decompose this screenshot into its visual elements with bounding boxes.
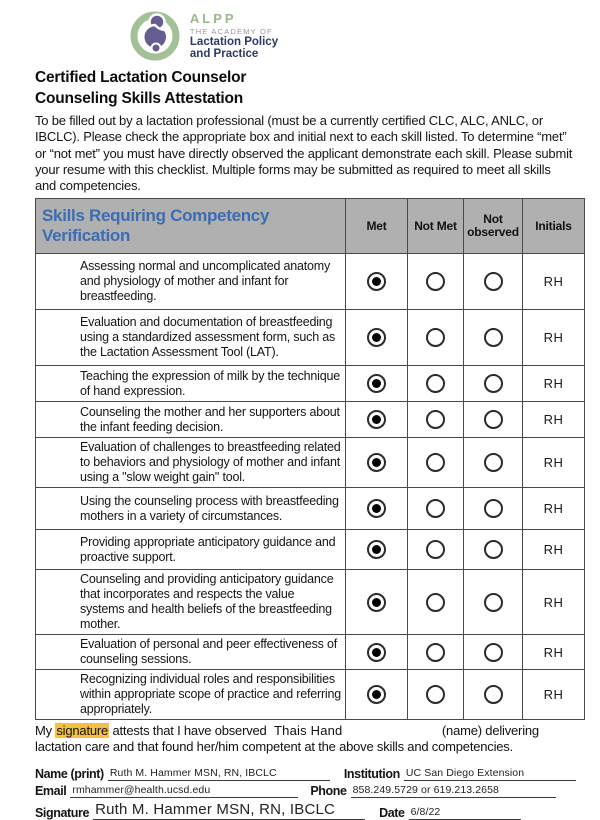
skill-label: Evaluation of challenges to breastfeeding related to behaviors and physiology of mother and infant using a "slow weight gain" tool.	[36, 438, 346, 488]
column-header-met: Met	[346, 199, 408, 254]
signature-block	[35, 767, 576, 820]
column-header-initials: Initials	[523, 199, 585, 254]
not-met-radio[interactable]	[426, 410, 445, 429]
not-observed-radio[interactable]	[484, 272, 503, 291]
signature-label: Signature	[35, 806, 90, 820]
phone-label: Phone	[310, 784, 347, 799]
logo-name-line1: Lactation Policy	[189, 35, 279, 48]
name-print-field[interactable]: Ruth M. Hammer MSN, RN, IBCLC	[108, 767, 330, 781]
met-radio[interactable]	[367, 685, 386, 704]
date-field[interactable]: 6/8/22	[409, 806, 521, 820]
column-header-not-observed: Not observed	[464, 199, 523, 254]
signature-highlight: signature	[56, 723, 109, 739]
instructions-paragraph: To be filled out by a lactation professional (must be a currently certified CLC, ALC, ANLC, or IBCLC). Please check the appropriate box and initial next to each skill listed. To determine “met” or “not met” you must have directly observed the applicant demonstrate each skill. Please submit your resume with this checklist. Multiple forms may be submitted as required to meet all skills and competencies.	[35, 113, 573, 194]
met-radio[interactable]	[367, 593, 386, 612]
logo-name-line2: and Practice	[189, 47, 259, 60]
skill-label: Evaluation and documentation of breastfeeding using a standardized assessment form, such as the Lactation Assessment Tool (LAT).	[36, 310, 346, 366]
initials-value[interactable]: RH	[523, 438, 585, 488]
met-radio[interactable]	[367, 453, 386, 472]
attestation-prefix: My	[35, 723, 52, 739]
initials-value[interactable]: RH	[523, 402, 585, 438]
institution-label: Institution	[343, 767, 400, 782]
page-title-line2: Counseling Skills Attestation	[35, 90, 244, 107]
initials-value[interactable]: RH	[523, 310, 585, 366]
logo-acronym: ALPP	[189, 11, 237, 27]
not-observed-radio[interactable]	[484, 540, 503, 559]
initials-value[interactable]: RH	[523, 254, 585, 310]
not-observed-radio[interactable]	[484, 643, 503, 662]
skill-label: Using the counseling process with breastfeeding mothers in a variety of circumstances.	[36, 488, 346, 530]
skills-table	[35, 198, 585, 720]
table-row	[36, 366, 585, 402]
skill-label: Counseling and providing anticipatory guidance that incorporates and respects the value systems and health beliefs of the breastfeeding mother.	[36, 570, 346, 635]
alpp-mother-child-icon	[130, 11, 180, 61]
alpp-logo	[35, 8, 373, 64]
not-met-radio[interactable]	[426, 328, 445, 347]
not-met-radio[interactable]	[426, 685, 445, 704]
observed-name-value[interactable]: Thais Hand	[274, 723, 343, 739]
not-met-radio[interactable]	[426, 499, 445, 518]
initials-value[interactable]: RH	[523, 530, 585, 570]
name-institution-line	[35, 767, 576, 781]
attestation-line2: lactation care and that found her/him competent at the above skills and competencies.	[35, 739, 514, 755]
name-print-label: Name (print)	[35, 767, 104, 782]
table-row	[36, 438, 585, 488]
met-radio[interactable]	[367, 272, 386, 291]
not-observed-radio[interactable]	[484, 685, 503, 704]
met-radio[interactable]	[367, 410, 386, 429]
met-radio[interactable]	[367, 643, 386, 662]
table-title: Skills Requiring Competency Verification	[36, 199, 346, 254]
table-row	[36, 402, 585, 438]
table-row	[36, 635, 585, 670]
table-row	[36, 530, 585, 570]
date-label: Date	[379, 806, 405, 820]
signature-field[interactable]: Ruth M. Hammer MSN, RN, IBCLC	[93, 801, 365, 820]
not-observed-radio[interactable]	[484, 453, 503, 472]
met-radio[interactable]	[367, 328, 386, 347]
phone-field[interactable]: 858.249.5729 or 619.213.2658	[351, 784, 556, 798]
skill-label: Counseling the mother and her supporters about the infant feeding decision.	[36, 402, 346, 438]
not-observed-radio[interactable]	[484, 328, 503, 347]
not-met-radio[interactable]	[426, 593, 445, 612]
initials-value[interactable]: RH	[523, 488, 585, 530]
not-met-radio[interactable]	[426, 540, 445, 559]
table-row	[36, 254, 585, 310]
met-radio[interactable]	[367, 540, 386, 559]
not-met-radio[interactable]	[426, 453, 445, 472]
not-met-radio[interactable]	[426, 272, 445, 291]
initials-value[interactable]: RH	[523, 670, 585, 720]
met-radio[interactable]	[367, 499, 386, 518]
not-observed-radio[interactable]	[484, 374, 503, 393]
initials-value[interactable]: RH	[523, 570, 585, 635]
name-note: (name) delivering	[441, 723, 539, 739]
table-row	[36, 670, 585, 720]
table-row	[36, 488, 585, 530]
attestation-line1	[35, 723, 583, 739]
email-phone-line	[35, 784, 576, 798]
not-met-radio[interactable]	[426, 374, 445, 393]
page-title-line1: Certified Lactation Counselor	[35, 69, 247, 86]
not-observed-radio[interactable]	[484, 499, 503, 518]
skill-label: Recognizing individual roles and responsibilities within appropriate scope of practice and referring appropriately.	[36, 670, 346, 720]
skill-label: Providing appropriate anticipatory guidance and proactive support.	[36, 530, 346, 570]
skill-label: Assessing normal and uncomplicated anatomy and physiology of mother and infant for breastfeeding.	[36, 254, 346, 310]
table-row	[36, 310, 585, 366]
email-field[interactable]: rmhammer@health.ucsd.edu	[70, 784, 298, 798]
initials-value[interactable]: RH	[523, 635, 585, 670]
not-observed-radio[interactable]	[484, 593, 503, 612]
institution-field[interactable]: UC San Diego Extension	[404, 767, 576, 781]
table-row	[36, 570, 585, 635]
initials-value[interactable]: RH	[523, 366, 585, 402]
met-radio[interactable]	[367, 374, 386, 393]
attestation-middle: attests that I have observed	[112, 723, 267, 739]
logo-subtitle: THE ACADEMY OF	[189, 26, 273, 36]
email-label: Email	[35, 784, 67, 799]
not-observed-radio[interactable]	[484, 410, 503, 429]
signature-date-line	[35, 801, 576, 820]
column-header-not-met: Not Met	[408, 199, 464, 254]
skill-label: Evaluation of personal and peer effectiveness of counseling sessions.	[36, 635, 346, 670]
skill-label: Teaching the expression of milk by the technique of hand expression.	[36, 366, 346, 402]
not-met-radio[interactable]	[426, 643, 445, 662]
